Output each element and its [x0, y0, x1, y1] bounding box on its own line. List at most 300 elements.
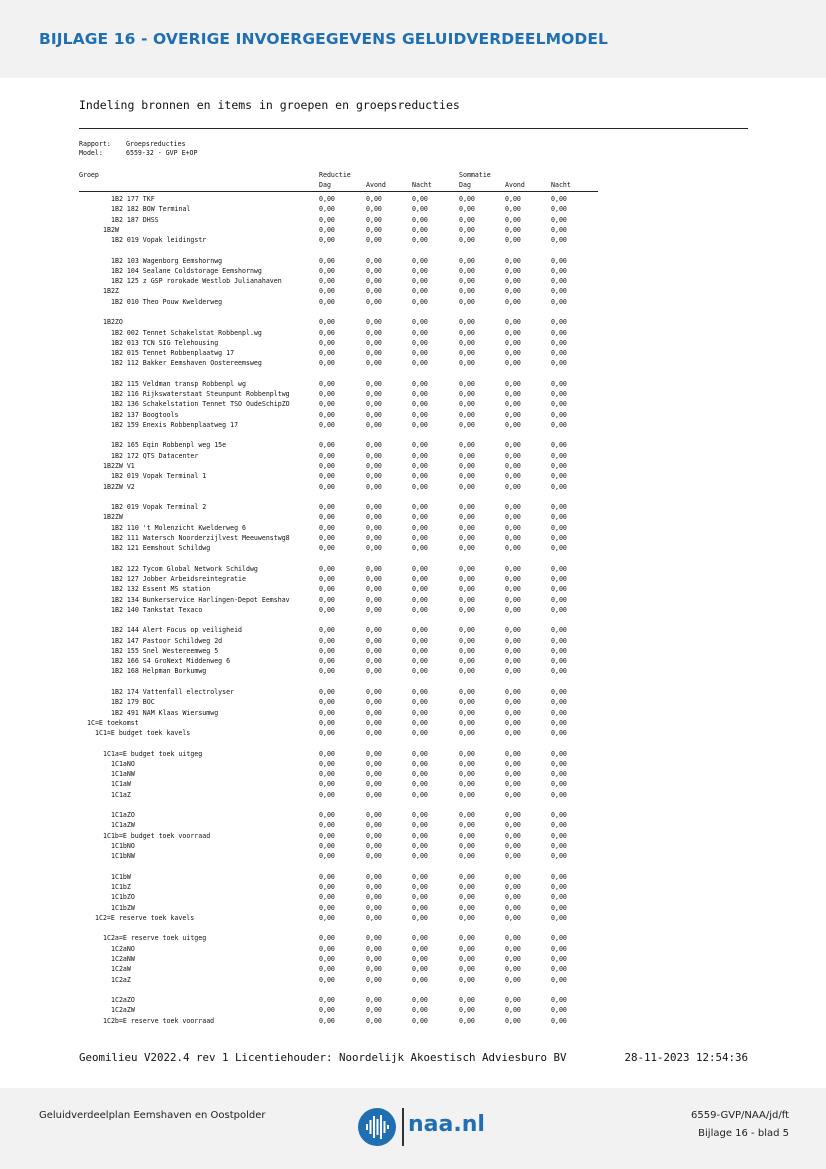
- row-value: 0,00: [505, 472, 521, 481]
- row-value: 0,00: [319, 790, 335, 799]
- row-value: 0,00: [505, 903, 521, 912]
- row-value: 0,00: [459, 503, 475, 512]
- row-value: 0,00: [551, 975, 567, 984]
- row-value: 0,00: [505, 718, 521, 727]
- logo-text: naa.nl: [408, 1112, 485, 1137]
- row-value: 0,00: [319, 564, 335, 573]
- row-value: 0,00: [366, 513, 382, 522]
- row-value: 0,00: [459, 523, 475, 532]
- row-label: 1C1b=E budget toek voorraad: [103, 831, 211, 840]
- row-value: 0,00: [505, 503, 521, 512]
- row-value: 0,00: [412, 215, 428, 224]
- row-value: 0,00: [319, 533, 335, 542]
- row-value: 0,00: [412, 328, 428, 337]
- row-value: 0,00: [319, 462, 335, 471]
- row-value: 0,00: [459, 965, 475, 974]
- column-header-reductie-dag: Dag: [319, 181, 331, 189]
- row-value: 0,00: [366, 944, 382, 953]
- table-row: [0, 276, 826, 286]
- row-value: 0,00: [459, 595, 475, 604]
- row-value: 0,00: [551, 215, 567, 224]
- rapport-line: [79, 140, 186, 148]
- row-value: 0,00: [551, 770, 567, 779]
- row-value: 0,00: [412, 636, 428, 645]
- row-value: 0,00: [505, 893, 521, 902]
- row-value: 0,00: [412, 831, 428, 840]
- row-value: 0,00: [412, 256, 428, 265]
- rapport-label: Rapport:: [79, 140, 111, 148]
- table-row: [0, 831, 826, 841]
- row-value: 0,00: [505, 277, 521, 286]
- row-value: 0,00: [459, 821, 475, 830]
- row-value: 0,00: [551, 338, 567, 347]
- column-header-sommatie: Sommatie: [459, 171, 491, 179]
- row-value: 0,00: [412, 574, 428, 583]
- row-value: 0,00: [551, 236, 567, 245]
- row-value: 0,00: [505, 759, 521, 768]
- row-value: 0,00: [366, 842, 382, 850]
- row-label: 1C2aZ: [111, 975, 131, 984]
- row-value: 0,00: [412, 605, 428, 614]
- table-row-spacer: [0, 369, 826, 379]
- row-value: 0,00: [459, 482, 475, 491]
- row-value: 0,00: [551, 420, 567, 429]
- row-label: 1B2 177 TKF: [111, 195, 155, 203]
- logo-divider: [402, 1108, 404, 1146]
- row-value: 0,00: [551, 564, 567, 573]
- row-value: 0,00: [459, 687, 475, 696]
- row-value: 0,00: [505, 533, 521, 542]
- row-value: 0,00: [505, 318, 521, 327]
- row-value: 0,00: [366, 400, 382, 409]
- row-value: 0,00: [505, 205, 521, 214]
- row-value: 0,00: [551, 821, 567, 830]
- table-row: [0, 964, 826, 974]
- page-number: Bijlage 16 - blad 5: [698, 1128, 789, 1139]
- row-value: 0,00: [366, 831, 382, 840]
- row-value: 0,00: [412, 913, 428, 922]
- row-value: 0,00: [412, 266, 428, 275]
- row-label: 1B2Z: [103, 287, 119, 296]
- model-value: 6559-32 - GVP E+OP: [126, 149, 198, 157]
- row-value: 0,00: [412, 883, 428, 892]
- row-label: 1B2 132 Essent MS station: [111, 585, 211, 594]
- row-value: 0,00: [505, 944, 521, 953]
- row-value: 0,00: [459, 759, 475, 768]
- row-value: 0,00: [505, 328, 521, 337]
- row-value: 0,00: [366, 975, 382, 984]
- row-value: 0,00: [551, 400, 567, 409]
- row-value: 0,00: [366, 1016, 382, 1025]
- row-value: 0,00: [459, 462, 475, 471]
- row-value: 0,00: [319, 205, 335, 214]
- row-value: 0,00: [366, 472, 382, 481]
- row-value: 0,00: [505, 420, 521, 429]
- document-heading: Indeling bronnen en items in groepen en groepsreducties: [79, 98, 460, 112]
- row-value: 0,00: [319, 595, 335, 604]
- table-row: [0, 656, 826, 666]
- row-value: 0,00: [412, 462, 428, 471]
- row-value: 0,00: [319, 780, 335, 789]
- table-row-spacer: [0, 800, 826, 810]
- row-value: 0,00: [412, 708, 428, 717]
- row-label: 1B2 127 Jobber Arbeidsreintegratie: [111, 574, 246, 583]
- row-label: 1B2 147 Pastoor Schildweg 2d: [111, 636, 223, 645]
- row-value: 0,00: [505, 595, 521, 604]
- row-value: 0,00: [551, 893, 567, 902]
- row-value: 0,00: [551, 451, 567, 460]
- row-value: 0,00: [412, 811, 428, 820]
- column-header-sommatie-dag: Dag: [459, 181, 471, 189]
- row-value: 0,00: [505, 780, 521, 789]
- table-row: [0, 584, 826, 594]
- row-value: 0,00: [505, 410, 521, 419]
- row-value: 0,00: [551, 749, 567, 758]
- row-value: 0,00: [319, 687, 335, 696]
- row-value: 0,00: [459, 636, 475, 645]
- row-value: 0,00: [319, 297, 335, 306]
- row-label: 1B2 168 Helpman Borkumwg: [111, 667, 207, 676]
- row-value: 0,00: [319, 266, 335, 275]
- row-value: 0,00: [412, 277, 428, 286]
- row-value: 0,00: [412, 749, 428, 758]
- row-value: 0,00: [366, 503, 382, 512]
- table-row: [0, 235, 826, 245]
- row-value: 0,00: [551, 205, 567, 214]
- row-value: 0,00: [319, 400, 335, 409]
- row-value: 0,00: [505, 585, 521, 594]
- row-value: 0,00: [459, 657, 475, 666]
- row-label: 1C=E toekomst: [87, 718, 139, 727]
- table-row: [0, 625, 826, 635]
- row-value: 0,00: [459, 277, 475, 286]
- row-value: 0,00: [319, 338, 335, 347]
- row-value: 0,00: [319, 256, 335, 265]
- table-row: [0, 820, 826, 830]
- row-label: 1B2 111 Watersch Noorderzijlvest Meeuwenstwg8: [111, 533, 290, 542]
- row-value: 0,00: [412, 698, 428, 707]
- row-label: 1B2 115 Veldman transp Robbenpl wg: [111, 379, 246, 388]
- row-value: 0,00: [459, 390, 475, 399]
- column-header-groep: Groep: [79, 171, 99, 179]
- row-value: 0,00: [319, 934, 335, 943]
- row-value: 0,00: [459, 410, 475, 419]
- row-value: 0,00: [459, 831, 475, 840]
- row-value: 0,00: [412, 944, 428, 953]
- row-label: 1B2 134 Bunkerservice Harlingen-Depot Eemshav: [111, 595, 290, 604]
- row-value: 0,00: [505, 913, 521, 922]
- table-row: [0, 420, 826, 430]
- row-value: 0,00: [551, 954, 567, 963]
- row-value: 0,00: [366, 236, 382, 245]
- row-value: 0,00: [412, 934, 428, 943]
- report-timestamp: 28-11-2023 12:54:36: [624, 1051, 748, 1064]
- table-row: [0, 399, 826, 409]
- table-row: [0, 666, 826, 676]
- row-value: 0,00: [412, 533, 428, 542]
- row-value: 0,00: [412, 236, 428, 245]
- row-label: 1C1bW: [111, 872, 131, 881]
- row-value: 0,00: [551, 811, 567, 820]
- table-row: [0, 687, 826, 697]
- row-value: 0,00: [412, 718, 428, 727]
- row-value: 0,00: [505, 770, 521, 779]
- row-value: 0,00: [551, 533, 567, 542]
- row-value: 0,00: [459, 996, 475, 1005]
- row-value: 0,00: [366, 646, 382, 655]
- row-label: 1C2aNW: [111, 954, 135, 963]
- row-label: 1B2 121 Eemshout Schildwg: [111, 544, 211, 553]
- row-value: 0,00: [412, 472, 428, 481]
- row-value: 0,00: [505, 338, 521, 347]
- row-value: 0,00: [366, 893, 382, 902]
- row-value: 0,00: [551, 544, 567, 553]
- row-value: 0,00: [505, 256, 521, 265]
- row-value: 0,00: [319, 472, 335, 481]
- row-value: 0,00: [459, 708, 475, 717]
- row-value: 0,00: [505, 400, 521, 409]
- row-value: 0,00: [319, 523, 335, 532]
- row-value: 0,00: [366, 338, 382, 347]
- row-label: 1C2aW: [111, 965, 131, 974]
- row-value: 0,00: [412, 903, 428, 912]
- row-value: 0,00: [319, 236, 335, 245]
- row-value: 0,00: [412, 646, 428, 655]
- row-value: 0,00: [319, 708, 335, 717]
- row-value: 0,00: [551, 195, 567, 203]
- rapport-value: Groepsreducties: [126, 140, 186, 148]
- row-value: 0,00: [366, 759, 382, 768]
- row-value: 0,00: [319, 287, 335, 296]
- row-value: 0,00: [319, 944, 335, 953]
- row-value: 0,00: [412, 595, 428, 604]
- table-row: [0, 892, 826, 902]
- table-row: [0, 317, 826, 327]
- row-label: 1B2 112 Bakker Eemshaven Oostereemsweg: [111, 359, 262, 368]
- row-value: 0,00: [551, 297, 567, 306]
- table-row: [0, 718, 826, 728]
- row-label: 1C1aNW: [111, 770, 135, 779]
- row-value: 0,00: [551, 965, 567, 974]
- row-value: 0,00: [412, 513, 428, 522]
- row-value: 0,00: [412, 626, 428, 635]
- row-value: 0,00: [366, 277, 382, 286]
- row-value: 0,00: [412, 410, 428, 419]
- table-row: [0, 708, 826, 718]
- table-row: [0, 348, 826, 358]
- row-label: 1B2 140 Tankstat Texaco: [111, 605, 203, 614]
- row-value: 0,00: [459, 205, 475, 214]
- row-value: 0,00: [319, 195, 335, 203]
- table-row: [0, 769, 826, 779]
- row-value: 0,00: [459, 533, 475, 542]
- row-value: 0,00: [366, 359, 382, 368]
- row-value: 0,00: [505, 225, 521, 234]
- row-value: 0,00: [505, 872, 521, 881]
- row-value: 0,00: [505, 1006, 521, 1015]
- row-value: 0,00: [412, 852, 428, 861]
- row-value: 0,00: [459, 338, 475, 347]
- row-value: 0,00: [366, 626, 382, 635]
- row-value: 0,00: [505, 379, 521, 388]
- row-label: 1B2 103 Wagenborg Eemshornwg: [111, 256, 223, 265]
- page-header: [0, 0, 826, 78]
- row-label: 1B2 155 Snel Westereemweg 5: [111, 646, 219, 655]
- row-label: 1B2 002 Tennet Schakelstat Robbenpl.wg: [111, 328, 262, 337]
- row-value: 0,00: [319, 441, 335, 450]
- row-label: 1B2 122 Tycom Global Network Schildwg: [111, 564, 258, 573]
- row-value: 0,00: [412, 893, 428, 902]
- row-value: 0,00: [505, 636, 521, 645]
- row-value: 0,00: [412, 503, 428, 512]
- row-label: 1C1aZW: [111, 821, 135, 830]
- row-value: 0,00: [505, 564, 521, 573]
- row-value: 0,00: [459, 944, 475, 953]
- row-value: 0,00: [319, 913, 335, 922]
- row-label: 1C2aNO: [111, 944, 135, 953]
- row-value: 0,00: [366, 657, 382, 666]
- row-label: 1B2ZO: [103, 318, 123, 327]
- table-row: [0, 872, 826, 882]
- row-value: 0,00: [505, 646, 521, 655]
- row-label: 1B2 136 Schakelstation Tennet TSO OudeSchipZO: [111, 400, 290, 409]
- table-row: [0, 471, 826, 481]
- row-value: 0,00: [412, 297, 428, 306]
- table-row: [0, 851, 826, 861]
- row-label: 1B2 019 Vopak Terminal 1: [111, 472, 207, 481]
- row-value: 0,00: [319, 328, 335, 337]
- row-value: 0,00: [366, 574, 382, 583]
- row-value: 0,00: [459, 564, 475, 573]
- row-value: 0,00: [459, 215, 475, 224]
- row-value: 0,00: [366, 420, 382, 429]
- row-value: 0,00: [366, 287, 382, 296]
- row-value: 0,00: [551, 472, 567, 481]
- row-value: 0,00: [319, 883, 335, 892]
- row-value: 0,00: [551, 913, 567, 922]
- row-value: 0,00: [319, 749, 335, 758]
- naa-logo: [357, 1106, 485, 1148]
- row-value: 0,00: [551, 626, 567, 635]
- table-row: [0, 779, 826, 789]
- row-value: 0,00: [459, 379, 475, 388]
- row-value: 0,00: [412, 564, 428, 573]
- table-row: [0, 646, 826, 656]
- row-value: 0,00: [551, 256, 567, 265]
- row-value: 0,00: [551, 842, 567, 850]
- row-value: 0,00: [505, 1016, 521, 1025]
- row-value: 0,00: [366, 636, 382, 645]
- row-value: 0,00: [412, 975, 428, 984]
- row-value: 0,00: [319, 975, 335, 984]
- page-title: BIJLAGE 16 - OVERIGE INVOERGEGEVENS GELUIDVERDEELMODEL: [39, 30, 609, 48]
- table-row: [0, 882, 826, 892]
- table-row: [0, 913, 826, 923]
- table-row: [0, 933, 826, 943]
- row-value: 0,00: [366, 770, 382, 779]
- row-value: 0,00: [319, 544, 335, 553]
- row-value: 0,00: [459, 400, 475, 409]
- row-value: 0,00: [459, 225, 475, 234]
- row-value: 0,00: [551, 996, 567, 1005]
- table-row: [0, 225, 826, 235]
- row-value: 0,00: [412, 657, 428, 666]
- table-row: [0, 461, 826, 471]
- row-value: 0,00: [319, 574, 335, 583]
- row-value: 0,00: [319, 420, 335, 429]
- row-value: 0,00: [459, 842, 475, 850]
- row-value: 0,00: [412, 225, 428, 234]
- row-value: 0,00: [551, 1006, 567, 1015]
- row-value: 0,00: [505, 687, 521, 696]
- row-value: 0,00: [459, 626, 475, 635]
- row-value: 0,00: [459, 441, 475, 450]
- table-row: [0, 749, 826, 759]
- row-label: 1B2 019 Vopak leidingstr: [111, 236, 207, 245]
- row-value: 0,00: [412, 523, 428, 532]
- row-value: 0,00: [551, 780, 567, 789]
- column-header-sommatie-nacht: Nacht: [551, 181, 571, 189]
- row-value: 0,00: [412, 687, 428, 696]
- row-label: 1C2=E reserve toek kavels: [95, 913, 195, 922]
- row-value: 0,00: [551, 687, 567, 696]
- row-value: 0,00: [366, 462, 382, 471]
- row-value: 0,00: [551, 944, 567, 953]
- table-row: [0, 1005, 826, 1015]
- row-value: 0,00: [319, 215, 335, 224]
- row-value: 0,00: [505, 215, 521, 224]
- row-label: 1C1bNW: [111, 852, 135, 861]
- row-value: 0,00: [459, 472, 475, 481]
- row-value: 0,00: [459, 544, 475, 553]
- row-value: 0,00: [366, 195, 382, 203]
- row-value: 0,00: [459, 451, 475, 460]
- row-value: 0,00: [505, 698, 521, 707]
- row-value: 0,00: [412, 451, 428, 460]
- row-value: 0,00: [412, 842, 428, 850]
- row-value: 0,00: [505, 544, 521, 553]
- row-value: 0,00: [319, 277, 335, 286]
- row-value: 0,00: [412, 965, 428, 974]
- row-value: 0,00: [319, 759, 335, 768]
- row-value: 0,00: [551, 390, 567, 399]
- row-value: 0,00: [459, 954, 475, 963]
- row-value: 0,00: [319, 379, 335, 388]
- row-value: 0,00: [412, 790, 428, 799]
- table-row: [0, 564, 826, 574]
- table-row: [0, 389, 826, 399]
- row-value: 0,00: [459, 297, 475, 306]
- table-row: [0, 841, 826, 851]
- table-row: [0, 790, 826, 800]
- row-value: 0,00: [366, 780, 382, 789]
- row-value: 0,00: [551, 698, 567, 707]
- table-row: [0, 954, 826, 964]
- column-header-sommatie-avond: Avond: [505, 181, 525, 189]
- row-value: 0,00: [459, 236, 475, 245]
- row-value: 0,00: [366, 811, 382, 820]
- row-value: 0,00: [412, 287, 428, 296]
- row-value: 0,00: [366, 318, 382, 327]
- row-value: 0,00: [459, 287, 475, 296]
- row-value: 0,00: [505, 708, 521, 717]
- row-value: 0,00: [366, 954, 382, 963]
- row-value: 0,00: [366, 934, 382, 943]
- row-value: 0,00: [551, 574, 567, 583]
- table-row-spacer: [0, 245, 826, 255]
- row-value: 0,00: [366, 667, 382, 676]
- row-label: 1C1bZO: [111, 893, 135, 902]
